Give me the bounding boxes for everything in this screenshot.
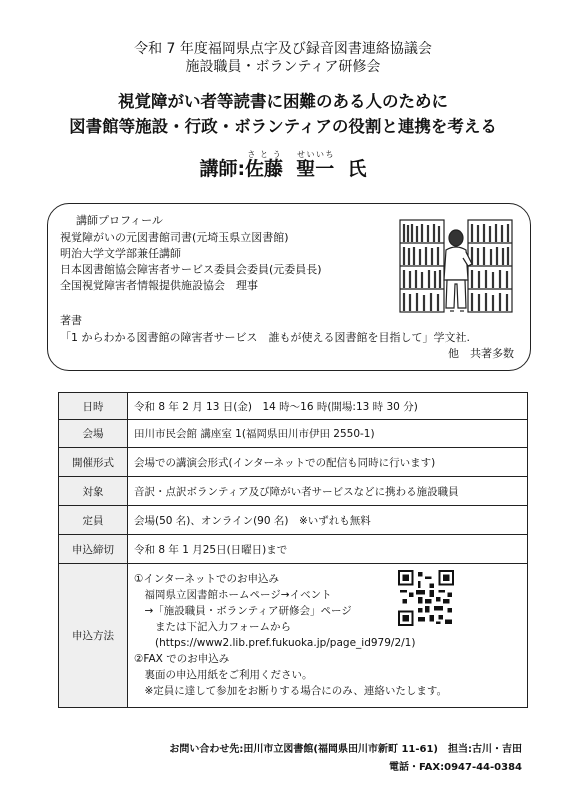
event-info-table <box>58 392 528 708</box>
date-value: 令和 8 年 2 月 13 日(金) 14 時～16 時(開場:13 時 30 分) <box>128 393 528 420</box>
person-at-bookshelf-illustration <box>398 216 516 316</box>
deadline-value: 令和 8 年 1 月25日(日曜日)まで <box>128 535 528 564</box>
apply-line: ②FAX でのお申込み <box>134 653 230 665</box>
info-row-format <box>59 448 528 477</box>
other-books-note: 他 共著多数 <box>448 347 514 360</box>
apply-value <box>128 564 528 708</box>
title-line-1: 視覚障がい者等読書に困難のある人のために <box>118 92 448 111</box>
organizer-line-2: 施設職員・ボランティア研修会 <box>185 59 381 75</box>
qr-code-icon[interactable] <box>398 570 454 626</box>
apply-line: ※定員に達して参加をお断りする場合にのみ、連絡いたします。 <box>134 685 448 697</box>
apply-line: 裏面の申込用紙をご利用ください。 <box>134 669 313 681</box>
apply-line: 福岡県立図書館ホームページ→イベント <box>134 589 332 601</box>
contact-info: お問い合わせ先:田川市立図書館(福岡県田川市新町 11-61) 担当:古川・吉田 <box>169 744 522 755</box>
apply-line: →「施設職員・ボランティア研修会」ページ <box>134 605 352 617</box>
target-value: 音訳・点訳ボランティア及び障がい者サービスなどに携わる施設職員 <box>128 477 528 506</box>
deadline-label: 申込締切 <box>59 535 128 564</box>
info-row-target <box>59 477 528 506</box>
lecturer-prefix: 講師: <box>199 158 246 180</box>
lecturer-honorific: 氏 <box>347 158 367 180</box>
profile-line: 日本図書館協会障害者サービス委員会委員(元委員長) <box>60 263 322 276</box>
title-line-2: 図書館等施設・行政・ボランティアの役割と連携を考える <box>69 117 497 136</box>
book-title: 「1 からわかる図書館の障害者サービス 誰もが使える図書館を目指して」学文社. <box>60 331 470 344</box>
apply-line: ①インターネットでのお申込み <box>134 573 279 585</box>
profile-box <box>47 203 531 371</box>
info-row-application <box>59 564 528 708</box>
given-ruby: せいいち <box>296 150 335 159</box>
format-value: 会場での講演会形式(インターネットでの配信も同時に行います) <box>128 448 528 477</box>
books-heading: 著書 <box>60 314 82 327</box>
info-row-capacity <box>59 506 528 535</box>
profile-line: 視覚障がいの元図書館司書(元埼玉県立図書館) <box>60 231 289 244</box>
surname-ruby: さとう <box>245 150 284 159</box>
application-form-link[interactable]: (https://www2.lib.pref.fukuoka.jp/page_id979/2/1) <box>134 637 416 649</box>
info-row-date <box>59 393 528 420</box>
apply-label: 申込方法 <box>59 564 128 708</box>
organizer-line-1: 令和 7 年度福岡県点字及び録音図書連絡協議会 <box>134 41 432 57</box>
contact-phone-fax: 電話・FAX:0947-44-0384 <box>388 762 522 773</box>
apply-line: または下記入力フォームから <box>134 621 291 633</box>
venue-value: 田川市民会館 講座室 1(福岡県田川市伊田 2550-1) <box>128 420 528 448</box>
venue-label: 会場 <box>59 420 128 448</box>
lecturer-name <box>0 149 566 189</box>
info-row-venue <box>59 420 528 448</box>
lecturer-given-name: 聖一せいいち <box>296 150 335 180</box>
profile-heading: 講師プロフィール <box>76 214 163 227</box>
info-row-deadline <box>59 535 528 564</box>
target-label: 対象 <box>59 477 128 506</box>
lecturer-surname: 佐藤さとう <box>245 150 284 180</box>
profile-line: 明治大学文学部兼任講師 <box>60 247 181 260</box>
format-label: 開催形式 <box>59 448 128 477</box>
date-label: 日時 <box>59 393 128 420</box>
capacity-value: 会場(50 名)、オンライン(90 名) ※いずれも無料 <box>128 506 528 535</box>
capacity-label: 定員 <box>59 506 128 535</box>
profile-line: 全国視覚障害者情報提供施設協会 理事 <box>60 279 258 292</box>
